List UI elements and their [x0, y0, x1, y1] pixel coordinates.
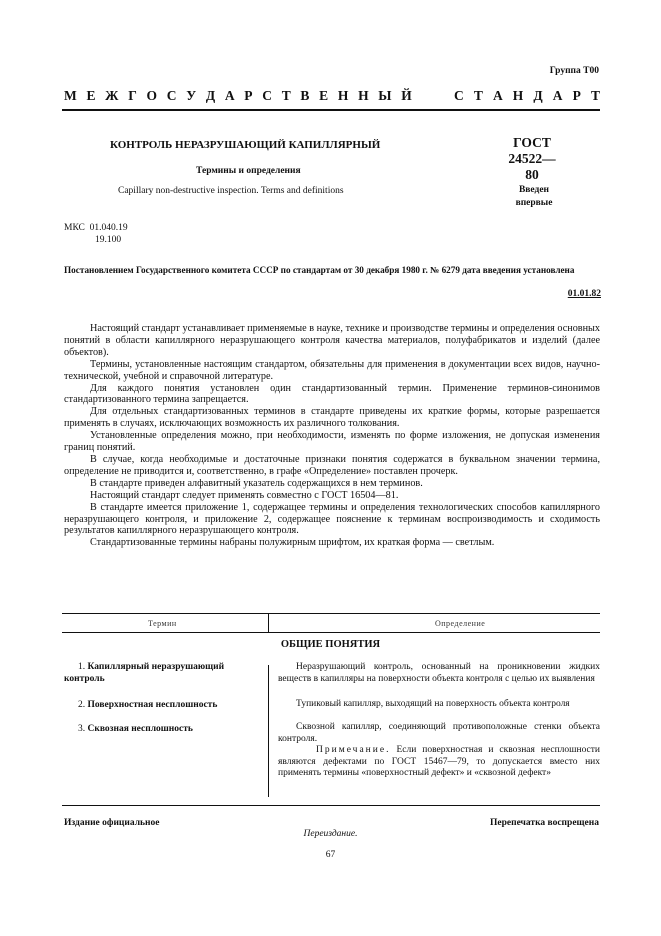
banner-letter: Г — [128, 88, 137, 103]
group-code: Группа Т00 — [549, 66, 599, 76]
paragraph: Настоящий стандарт следует применять совместно с ГОСТ 16504—81. — [90, 489, 399, 501]
banner-letter: А — [492, 88, 503, 103]
banner-letter: А — [552, 88, 563, 103]
banner-letter: Р — [572, 88, 581, 103]
document-subtitle: Термины и определения — [196, 166, 301, 176]
english-title: Capillary non-destructive inspection. Terms and definitions — [118, 186, 344, 196]
top-rule — [62, 109, 600, 111]
banner-letter: Н — [337, 88, 349, 103]
table-note — [278, 745, 600, 780]
banner-letter: Е — [319, 88, 329, 103]
introduction-date: 01.01.82 — [567, 289, 601, 299]
mks-code-1: 01.040.19 — [89, 223, 128, 233]
banner-letter: Й — [401, 88, 412, 103]
definition-row-3 — [278, 722, 600, 745]
paragraph: Термины, установленные настоящим стандартом, обязательны для применения в документации всех видов, научно-технической, учебной и справочной литературе. — [64, 358, 600, 382]
column-header-term: Термин — [148, 619, 177, 628]
introduced-note — [508, 184, 560, 210]
paragraph: Настоящий стандарт устанавливает применяемые в науке, технике и производстве термины и определения основных понятий в области капиллярного неразрушающего контроля качества материалов, полуфабрикатов и изделий (далее объектов). — [64, 323, 600, 358]
banner-letter: Т — [473, 88, 483, 103]
banner-letter: Ж — [105, 88, 119, 103]
definition-text: Неразрушающий контроль, основанный на проникновении жидких веществ в капилляры на поверхности объекта контроля с целью их выявления — [278, 662, 600, 684]
banner — [64, 88, 600, 104]
paragraph: Для отдельных стандартизованных терминов в стандарте приведены их краткие формы, которые разрешается применять в случаях, исключающих возможность их различного толкования. — [64, 406, 600, 430]
body-text — [64, 323, 600, 549]
paragraph: В стандарте имеется приложение 1, содержащее термины и определения технологических способов капиллярного неразрушающего контроля, и приложение 2, содержащее пояснение к терминам воспроизводимость и сходимость результатов капиллярного неразрушающего контроля. — [64, 501, 600, 537]
term-row-2 — [64, 699, 264, 711]
definition-row-2 — [278, 699, 600, 711]
term-number: 3. — [78, 724, 86, 734]
term-row-3 — [64, 723, 264, 735]
term-text: Поверхностная несплошность — [87, 700, 218, 710]
banner-letter: Н — [512, 88, 524, 103]
paragraph: Установленные определения можно, при необходимости, изменять по форме изложения, не допуская изменения границ понятий. — [64, 430, 600, 454]
banner-letter: Р — [244, 88, 253, 103]
resolution-text: Постановлением Государственного комитета СССР по стандартам от 30 декабря 1980 г. № 6279 дата введения установлена — [64, 265, 575, 275]
introduced-line2: впервые — [515, 198, 553, 208]
mks-code-2: 19.100 — [95, 235, 122, 245]
banner-letter: Д — [205, 88, 216, 103]
mks-codes — [64, 222, 128, 246]
paragraph: В случае, когда необходимые и достаточные признаки понятия содержатся в буквальном значении термина, определение не приводится и, соответственно, в графе «Определение» поставлен прочерк. — [64, 453, 600, 477]
paragraph: Для каждого понятия установлен один стандартизованный термин. Применение терминов-синонимов стандартизованного термина запрещается. — [64, 382, 600, 406]
paragraph: В стандарте приведен алфавитный указатель содержащихся в нем терминов. — [90, 477, 423, 489]
banner-letter: М — [64, 88, 77, 103]
table-bottom-rule — [62, 805, 600, 806]
banner-word-interstate — [64, 88, 412, 104]
banner-letter: Е — [86, 88, 96, 103]
banner-letter: О — [146, 88, 158, 103]
official-edition: Издание официальное — [64, 818, 160, 828]
reprint-prohibited: Перепечатка воспрещена — [489, 818, 599, 828]
table-header-rule — [62, 632, 600, 633]
header-column-divider — [268, 613, 269, 632]
table-top-rule — [62, 613, 600, 614]
definition-text: Сквозной капилляр, соединяющий противоположные стенки объекта контроля. — [278, 722, 600, 744]
term-number: 1. — [78, 662, 86, 672]
gost-number — [506, 135, 558, 183]
banner-letter: А — [224, 88, 235, 103]
introduced-line1: Введен — [518, 185, 550, 195]
column-header-definition: Определение — [435, 619, 486, 628]
banner-letter: Д — [533, 88, 543, 103]
page-number: 67 — [325, 850, 336, 860]
banner-letter: Н — [358, 88, 369, 103]
term-number: 2. — [78, 700, 86, 710]
paragraph: Стандартизованные термины набраны полужирным шрифтом, их краткая форма — светлым. — [90, 537, 495, 549]
banner-letter: У — [186, 88, 197, 103]
term-row-1 — [64, 661, 264, 685]
note-label: Примечание. — [316, 745, 391, 755]
banner-letter: Т — [590, 88, 600, 103]
gost-code: 24522—80 — [508, 151, 556, 182]
note-text: Если поверхностная и сквозная несплошности являются дефектами по ГОСТ 15467—79, то допускается вместо них применять термины «поверхностный дефект» и «сквозной дефект» — [278, 745, 601, 778]
banner-word-standard — [454, 88, 600, 104]
banner-letter: Т — [281, 88, 291, 103]
banner-letter: С — [262, 88, 272, 103]
reissue-note: Переиздание. — [303, 829, 358, 839]
banner-letter: С — [166, 88, 177, 103]
definition-text: Тупиковый капилляр, выходящий на поверхность объекта контроля — [296, 699, 570, 709]
column-divider — [268, 665, 269, 797]
mks-label: МКС — [64, 223, 85, 233]
banner-letter: С — [454, 88, 464, 103]
term-text: Сквозная несплошность — [87, 724, 193, 734]
gost-label: ГОСТ — [513, 135, 551, 150]
section-heading: ОБЩИЕ ПОНЯТИЯ — [280, 639, 381, 650]
banner-letter: Ы — [378, 88, 392, 103]
document-title: КОНТРОЛЬ НЕРАЗРУШАЮЩИЙ КАПИЛЛЯРНЫЙ — [110, 139, 381, 151]
definition-row-1 — [278, 662, 600, 685]
banner-letter: В — [300, 88, 310, 103]
term-text: Капиллярный неразрушающий контроль — [64, 662, 225, 684]
